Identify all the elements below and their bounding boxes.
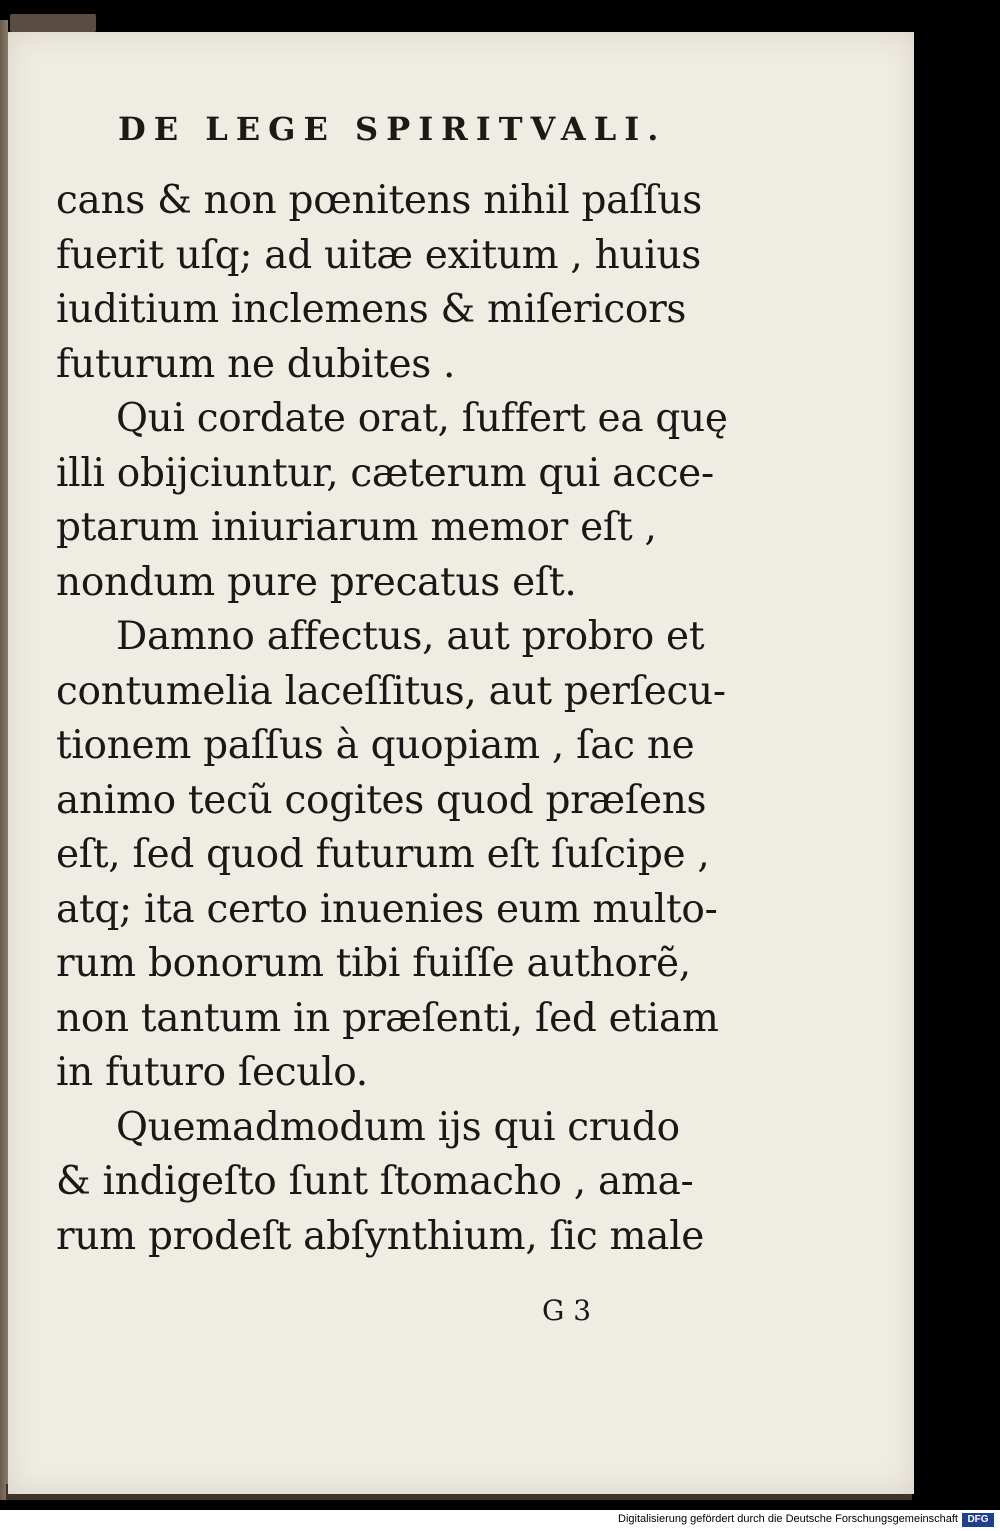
signature-mark: G 3 — [542, 1294, 592, 1327]
text-line: illi obijciuntur, cæterum qui acce- — [56, 450, 714, 496]
text-line: contumelia laceſſitus, aut perſecu- — [56, 668, 726, 714]
text-line: rum prodeſt abſynthium, ſic male — [56, 1213, 705, 1259]
text-line: nondum pure precatus eſt. — [56, 559, 577, 605]
book-tab — [10, 14, 96, 32]
text-line: animo tecũ cogites quod præſens — [56, 777, 707, 823]
text-line: cans & non pœnitens nihil paſſus — [56, 178, 702, 223]
dfg-logo: DFG — [962, 1513, 994, 1527]
book-page — [8, 32, 914, 1494]
credit-bar — [0, 1510, 1000, 1531]
text-line: in futuro ſeculo. — [56, 1050, 368, 1095]
paragraph-start-line: Damno affectus, aut probro et — [116, 614, 705, 659]
binding-edge — [0, 20, 8, 1500]
text-line: & indigeſto ſunt ſtomacho , ama- — [56, 1159, 694, 1204]
text-block — [56, 174, 726, 1264]
paragraph-start-line: Quemadmodum ijs qui crudo — [116, 1104, 680, 1150]
text-line: futurum ne dubites . — [56, 341, 456, 387]
text-line: non tantum in præſenti, ſed etiam — [56, 995, 719, 1041]
text-line: atq; ita certo inuenies eum multo- — [56, 886, 718, 932]
paragraph-start-line: Qui cordate orat, ſuffert ea quę — [116, 396, 728, 441]
text-line: rum bonorum tibi fuiſſe authorẽ, — [56, 941, 691, 986]
text-line: tionem paſſus à quopiam , ſac ne — [56, 723, 695, 768]
funding-credit: Digitalisierung gefördert durch die Deutsche Forschungsgemeinschaft — [618, 1513, 958, 1525]
running-head: DE LEGE SPIRITVALI. — [118, 110, 667, 148]
text-line: fuerit uſq; ad uitæ exitum , huius — [56, 232, 701, 278]
text-line: eſt, ſed quod futurum eſt ſuſcipe , — [56, 832, 710, 877]
text-line: iuditium inclemens & miſericors — [56, 287, 687, 332]
text-line: ptarum iniuriarum memor eſt , — [56, 505, 657, 550]
